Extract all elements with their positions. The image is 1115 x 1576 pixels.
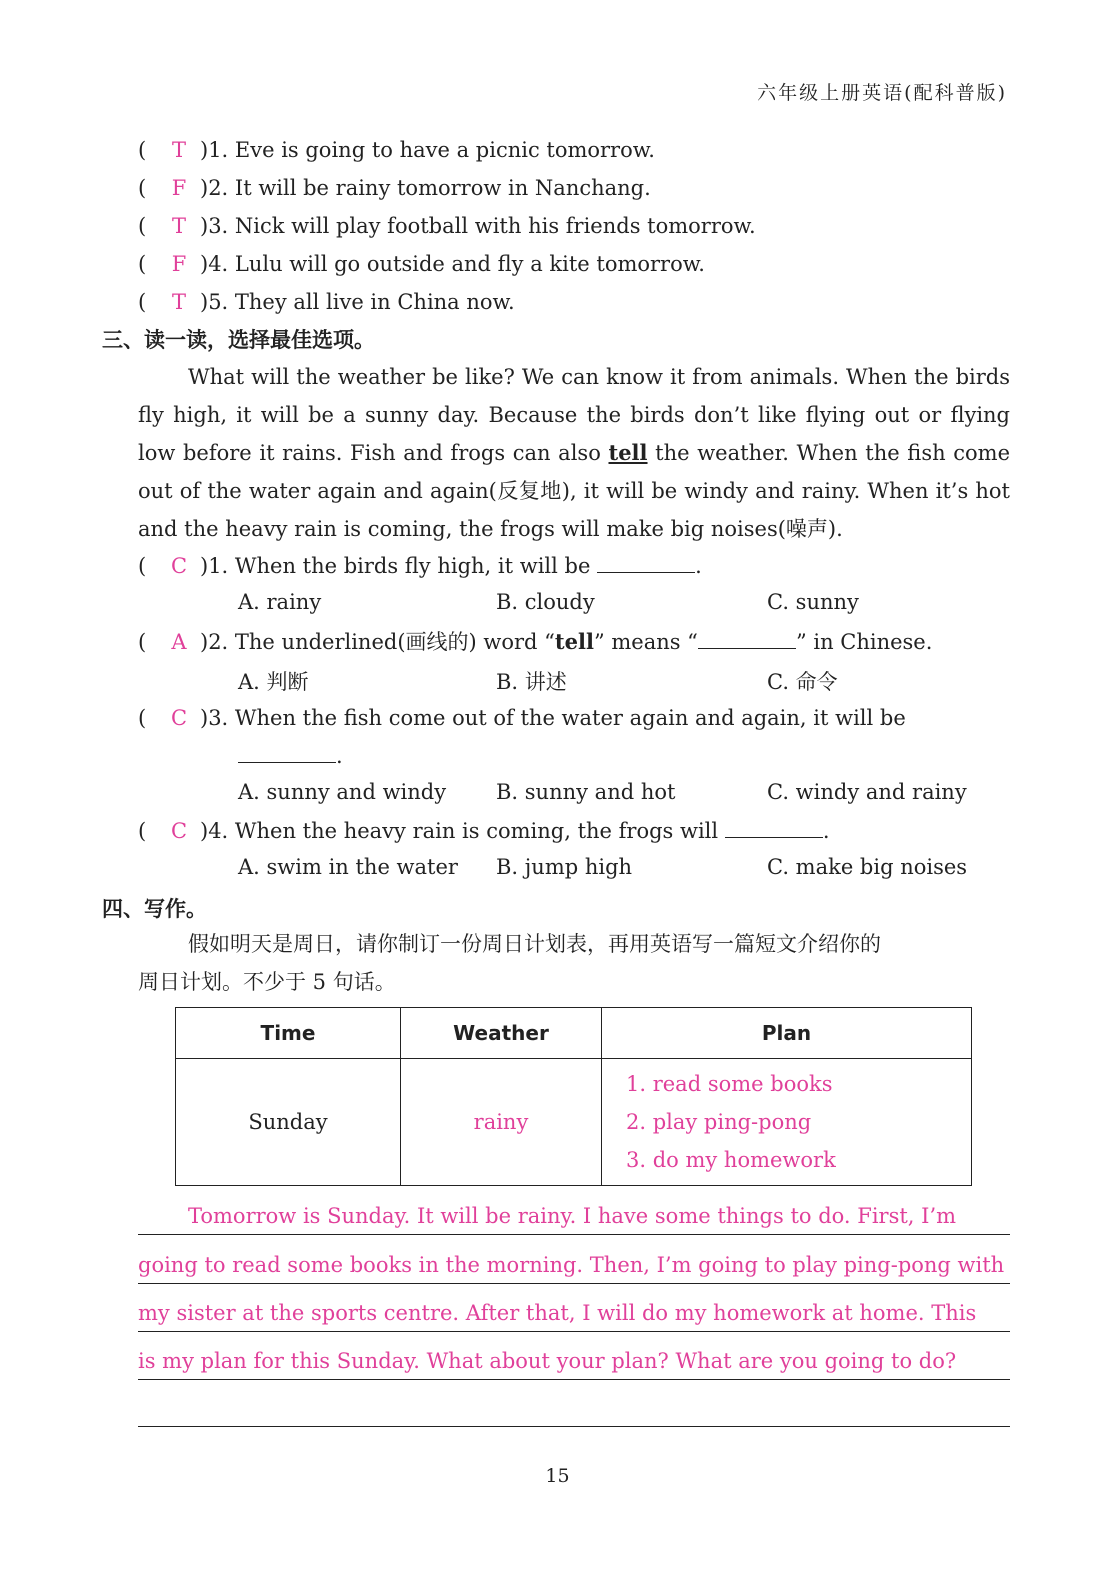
sunday-plan-table: [175, 1007, 972, 1186]
mc-question-2: ( A )2. The underlined(画线的) word “tell” means “ ” in Chinese.: [138, 629, 933, 654]
mc-question-2-text-a: )2. The underlined(画线的) word “: [200, 630, 555, 654]
tf-answer-3: T: [171, 214, 186, 238]
mc-question-3-text: )3. When the fish come out of the water again and again, it will be: [200, 706, 906, 730]
answer-blank: [725, 817, 823, 838]
mc-question-2-text-c: ” in Chinese.: [795, 630, 933, 654]
passage-part-1: What will the weather be like? We can know it from animals. When the birds fly high, it will be a sunny day. Because the birds don’t like flying out or flying low before it rains. Fish and frogs can also: [138, 365, 1010, 465]
underlined-word: tell: [608, 440, 648, 465]
q2-option-c: C. 命令: [767, 670, 838, 694]
plan-item-3: 3. do my homework: [626, 1148, 836, 1172]
mc-answer-2: A: [171, 630, 187, 654]
quoted-word: tell: [554, 629, 594, 654]
reading-passage: [138, 358, 1010, 548]
tf-text-2: )2. It will be rainy tomorrow in Nanchang.: [200, 176, 651, 200]
mc-question-3: ( C )3. When the fish come out of the water again and again, it will be: [138, 706, 906, 730]
essay-line-2: going to read some books in the morning. Then, I’m going to play ping-pong with: [138, 1253, 1010, 1284]
period: .: [336, 744, 343, 768]
essay-line-4: is my plan for this Sunday. What about your plan? What are you going to do?: [138, 1349, 1010, 1380]
period: .: [695, 554, 702, 578]
tf-answer-5: T: [171, 290, 186, 314]
mc-question-4-text: )4. When the heavy rain is coming, the frogs will: [200, 819, 719, 843]
answer-blank: [238, 742, 336, 763]
essay-line-3: my sister at the sports centre. After that, I will do my homework at home. This: [138, 1301, 1010, 1332]
mc-question-1-text: )1. When the birds fly high, it will be: [200, 554, 591, 578]
tf-item-1: ( T )1. Eve is going to have a picnic tomorrow.: [138, 138, 655, 162]
tf-answer-1: T: [171, 138, 186, 162]
tf-item-4: ( F )4. Lulu will go outside and fly a kite tomorrow.: [138, 252, 705, 276]
tf-text-1: )1. Eve is going to have a picnic tomorrow.: [200, 138, 655, 162]
page-header: 六年级上册英语(配科普版): [757, 82, 1007, 104]
writing-prompt-line-2: 周日计划。不少于 5 句话。: [138, 970, 396, 994]
essay-line-5-empty: [138, 1396, 1010, 1427]
q4-option-c: C. make big noises: [767, 855, 968, 879]
period: .: [822, 819, 830, 843]
q4-option-b: B. jump high: [496, 855, 633, 879]
q3-option-b: B. sunny and hot: [496, 780, 676, 804]
q4-option-a: A. swim in the water: [238, 855, 458, 879]
cell-plan: [602, 1059, 972, 1186]
header-time: Time: [176, 1008, 401, 1059]
tf-answer-4: F: [171, 252, 187, 276]
q1-option-a: A. rainy: [238, 590, 322, 614]
section3-heading: 三、读一读，选择最佳选项。: [102, 328, 375, 352]
mc-question-3-blank-line: [238, 742, 343, 770]
header-plan: Plan: [602, 1008, 972, 1059]
plan-item-1: 1. read some books: [626, 1072, 833, 1096]
writing-prompt-line-1: 假如明天是周日，请你制订一份周日计划表，再用英语写一篇短文介绍你的: [188, 932, 881, 956]
tf-text-3: )3. Nick will play football with his friends tomorrow.: [200, 214, 756, 238]
mc-answer-4: C: [170, 819, 188, 843]
plan-item-2: 2. play ping-pong: [626, 1110, 812, 1134]
header-weather: Weather: [401, 1008, 602, 1059]
page-number: 15: [545, 1465, 570, 1487]
mc-question-4: ( C )4. When the heavy rain is coming, the frogs will .: [138, 819, 830, 843]
cell-time: Sunday: [176, 1059, 401, 1186]
q1-option-c: C. sunny: [767, 590, 859, 614]
q3-option-a: A. sunny and windy: [238, 780, 447, 804]
essay-line-1: Tomorrow is Sunday. It will be rainy. I have some things to do. First, I’m: [138, 1204, 1010, 1235]
tf-item-3: ( T )3. Nick will play football with his friends tomorrow.: [138, 214, 756, 238]
tf-answer-2: F: [171, 176, 187, 200]
tf-text-5: )5. They all live in China now.: [200, 290, 515, 314]
passage-part-2: the weather. When the fish come out of the water again and again(反复地), it will be windy and rainy. When it’s hot and the heavy rain is coming, the frogs will make big noises(噪声).: [138, 441, 1011, 541]
answer-blank: [597, 552, 695, 573]
section4-heading: 四、写作。: [102, 897, 207, 921]
q1-option-b: B. cloudy: [496, 590, 595, 614]
mc-question-2-text-b: ” means “: [593, 630, 698, 654]
mc-answer-3: C: [170, 706, 188, 730]
mc-question-1: ( C )1. When the birds fly high, it will be .: [138, 554, 702, 578]
q2-option-b: B. 讲述: [496, 670, 567, 694]
answer-blank: [698, 628, 796, 649]
cell-weather: rainy: [401, 1059, 602, 1186]
tf-item-2: ( F )2. It will be rainy tomorrow in Nanchang.: [138, 176, 651, 200]
tf-item-5: ( T )5. They all live in China now.: [138, 290, 515, 314]
mc-answer-1: C: [170, 554, 188, 578]
q2-option-a: A. 判断: [238, 670, 309, 694]
tf-text-4: )4. Lulu will go outside and fly a kite tomorrow.: [200, 252, 705, 276]
q3-option-c: C. windy and rainy: [767, 780, 967, 804]
